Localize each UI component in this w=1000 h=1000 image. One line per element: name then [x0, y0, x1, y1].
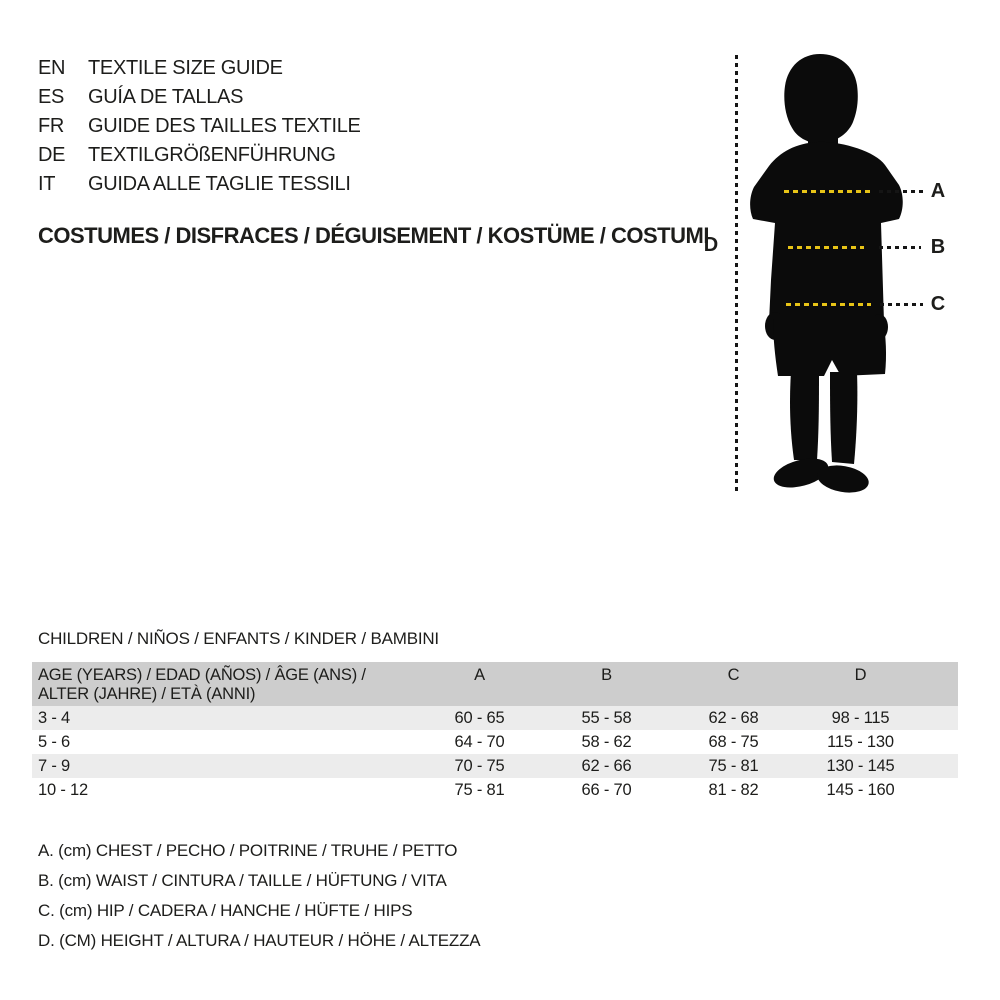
waist-connector-line: [879, 246, 921, 249]
language-label: TEXTILGRÖßENFÜHRUNG: [88, 144, 336, 166]
table-row: [32, 778, 958, 802]
measurement-legend: [38, 836, 480, 956]
waist-cell: 58 - 62: [581, 732, 632, 751]
language-label: GUIDA ALLE TAGLIE TESSILI: [88, 173, 351, 195]
language-code: FR: [38, 115, 65, 137]
size-table: [32, 662, 958, 802]
language-row-en: [38, 54, 361, 83]
waist-measure-line: [788, 246, 864, 249]
age-column-header: [32, 666, 416, 704]
language-label: TEXTILE SIZE GUIDE: [88, 57, 283, 79]
hip-cell: 75 - 81: [708, 756, 759, 775]
column-header-a: A: [474, 666, 485, 684]
age-cell: 5 - 6: [38, 732, 71, 751]
table-row: [32, 754, 958, 778]
height-cell: 115 - 130: [827, 732, 894, 751]
language-row-it: [38, 170, 361, 199]
height-cell: 130 - 145: [826, 756, 895, 775]
legend-waist: B. (cm) WAIST / CINTURA / TAILLE / HÜFTUNG / VITA: [38, 871, 447, 890]
height-measure-line: [735, 55, 738, 493]
legend-chest: A. (cm) CHEST / PECHO / POITRINE / TRUHE / PETTO: [38, 841, 458, 860]
language-code: DE: [38, 144, 66, 166]
column-header-c: C: [727, 666, 740, 684]
hip-cell: 68 - 75: [708, 732, 759, 751]
language-label: GUIDE DES TAILLES TEXTILE: [88, 115, 361, 137]
size-table-header: [32, 662, 958, 706]
age-header-line1: AGE (YEARS) / EDAD (AÑOS) / ÂGE (ANS) /: [38, 666, 366, 684]
table-row: [32, 730, 958, 754]
category-title: COSTUMES / DISFRACES / DÉGUISEMENT / KOSTÜME / COSTUMI: [38, 223, 709, 248]
language-row-es: [38, 83, 361, 112]
language-code: ES: [38, 86, 65, 108]
hip-cell: 81 - 82: [708, 780, 759, 799]
hip-label: C: [930, 293, 946, 315]
hip-connector-line: [880, 303, 923, 306]
chest-label: A: [930, 180, 946, 202]
language-row-de: [38, 141, 361, 170]
hip-measure-line: [786, 303, 871, 306]
height-label: D: [703, 234, 719, 256]
age-cell: 3 - 4: [38, 708, 71, 727]
table-row: [32, 706, 958, 730]
chest-cell: 75 - 81: [454, 780, 505, 799]
legend-height: D. (CM) HEIGHT / ALTURA / HAUTEUR / HÖHE / ALTEZZA: [38, 931, 481, 950]
waist-label: B: [930, 236, 946, 258]
age-cell: 10 - 12: [38, 780, 88, 799]
language-code: EN: [38, 57, 66, 79]
language-row-fr: [38, 112, 361, 141]
section-title-children: CHILDREN / NIÑOS / ENFANTS / KINDER / BAMBINI: [38, 629, 439, 648]
waist-cell: 55 - 58: [581, 708, 632, 727]
waist-cell: 62 - 66: [581, 756, 632, 775]
chest-cell: 64 - 70: [454, 732, 505, 751]
measurement-diagram: [690, 30, 1000, 510]
language-code: IT: [38, 173, 56, 195]
waist-cell: 66 - 70: [581, 780, 632, 799]
chest-cell: 60 - 65: [454, 708, 505, 727]
chest-measure-line: [784, 190, 872, 193]
height-cell: 98 - 115: [831, 708, 890, 727]
hip-cell: 62 - 68: [708, 708, 759, 727]
column-header-b: B: [601, 666, 612, 684]
column-header-d: D: [854, 666, 867, 684]
chest-connector-line: [879, 190, 925, 193]
age-cell: 7 - 9: [38, 756, 71, 775]
legend-hip: C. (cm) HIP / CADERA / HANCHE / HÜFTE / HIPS: [38, 901, 413, 920]
age-header-line2: ALTER (JAHRE) / ETÀ (ANNI): [38, 685, 256, 703]
language-label: GUÍA DE TALLAS: [88, 86, 244, 108]
height-cell: 145 - 160: [826, 780, 895, 799]
language-list: [38, 54, 361, 199]
chest-cell: 70 - 75: [454, 756, 505, 775]
